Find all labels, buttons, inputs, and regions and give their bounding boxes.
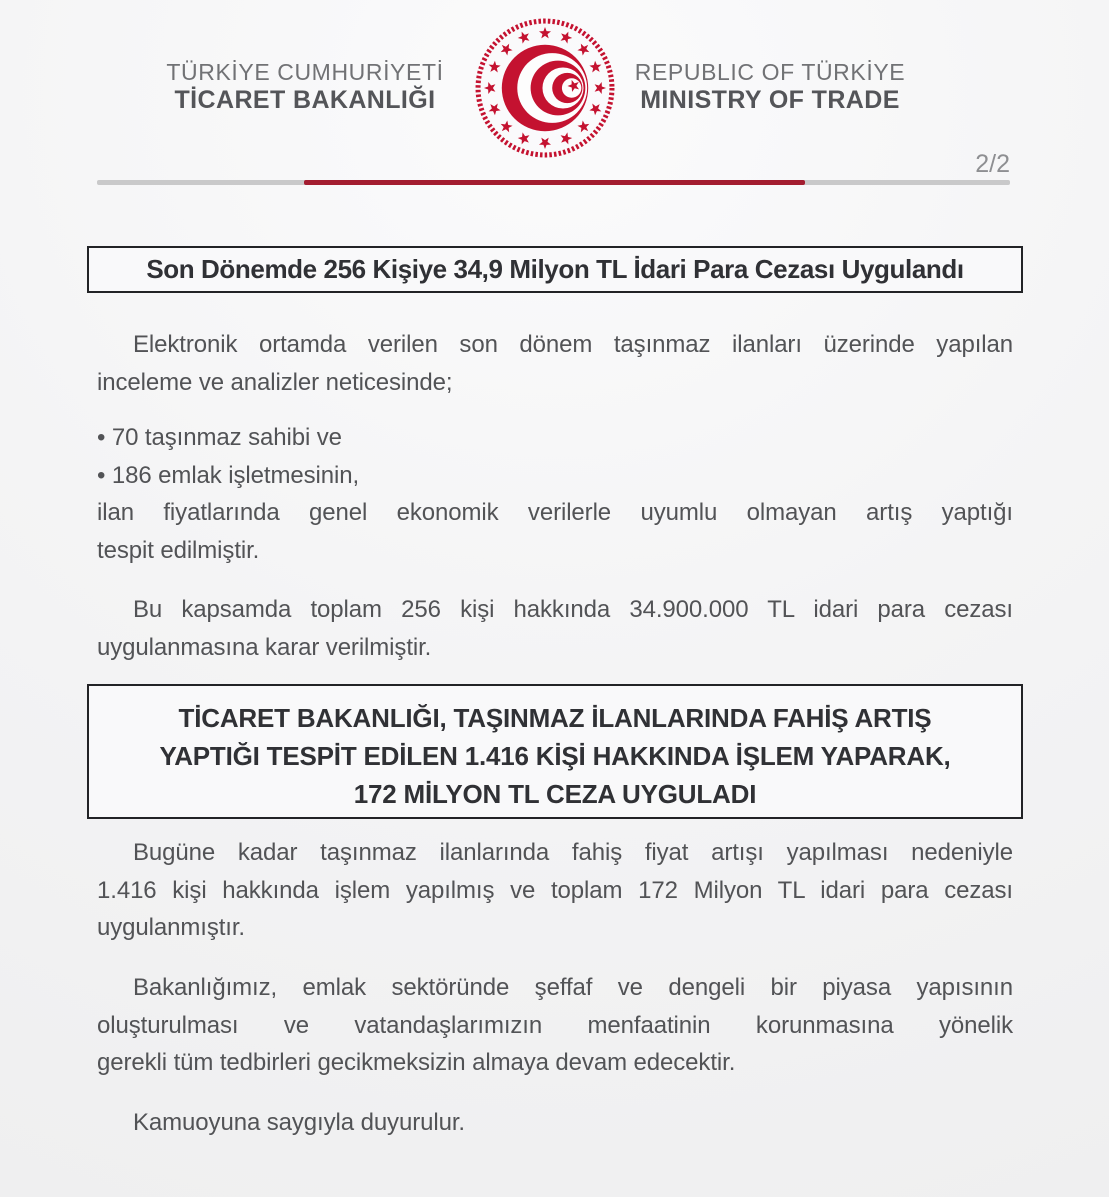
headline-box-2 bbox=[87, 684, 1023, 819]
progress-bar-fill bbox=[304, 180, 805, 185]
bullet-list-block bbox=[97, 419, 1013, 569]
header-right-line2: MINISTRY OF TRADE bbox=[640, 86, 900, 114]
paragraph-line: uygulanmıştır. bbox=[97, 914, 246, 941]
paragraph-5 bbox=[97, 969, 1013, 1082]
paragraph-line: inceleme ve analizler neticesinde; bbox=[97, 368, 453, 396]
progress-bar bbox=[97, 180, 1010, 185]
paragraph-1 bbox=[97, 326, 1013, 401]
paragraph-line: Bakanlığımız, emlak sektöründe şeffaf ve dengeli bir piyasa yapısının bbox=[133, 974, 1013, 1001]
header-left-line2: TİCARET BAKANLIĞI bbox=[174, 86, 436, 114]
paragraph-line: oluşturulması ve vatandaşlarımızın menfaatinin korunmasına yönelik bbox=[97, 1011, 1013, 1039]
paragraph-4 bbox=[97, 834, 1013, 947]
headline-2-line: 172 MİLYON TL CEZA UYGULADI bbox=[353, 779, 757, 809]
headline-1-text: Son Dönemde 256 Kişiye 34,9 Milyon TL İdari Para Cezası Uygulandı bbox=[146, 254, 964, 284]
page-number: 2/2 bbox=[975, 150, 1010, 178]
headline-2-line: TİCARET BAKANLIĞI, TAŞINMAZ İLANLARINDA FAHİŞ ARTIŞ bbox=[178, 703, 932, 733]
header-left-line1: TÜRKİYE CUMHURİYETİ bbox=[166, 59, 444, 85]
header-right-line1: REPUBLIC OF TÜRKİYE bbox=[634, 59, 906, 85]
paragraph-line: uygulanmasına karar verilmiştir. bbox=[97, 633, 432, 661]
paragraph-line: tespit edilmiştir. bbox=[97, 536, 260, 564]
paragraph-line: Elektronik ortamda verilen son dönem taşınmaz ilanları üzerinde yapılan bbox=[133, 331, 1013, 358]
headline-box-1 bbox=[87, 246, 1023, 293]
paragraph-line: Bugüne kadar taşınmaz ilanlarında fahiş fiyat artışı yapılması nedeniyle bbox=[133, 839, 1013, 866]
paragraph-line: Bu kapsamda toplam 256 kişi hakkında 34.900.000 TL idari para cezası bbox=[133, 596, 1013, 623]
bullet-item: • 186 emlak işletmesinin, bbox=[97, 461, 360, 489]
paragraph-line: 1.416 kişi hakkında işlem yapılmış ve toplam 172 Milyon TL idari para cezası bbox=[97, 876, 1013, 904]
paragraph-line: Kamuoyuna saygıyla duyurulur. bbox=[133, 1109, 465, 1136]
headline-2-line: YAPTIĞI TESPİT EDİLEN 1.416 KİŞİ HAKKINDA İŞLEM YAPARAK, bbox=[159, 741, 951, 771]
paragraph-line: gerekli tüm tedbirleri gecikmeksizin almaya devam edecektir. bbox=[97, 1049, 736, 1076]
paragraph-line: ilan fiyatlarında genel ekonomik verilerle uyumlu olmayan artış yaptığı bbox=[97, 499, 1013, 526]
closing-line bbox=[97, 1104, 1013, 1142]
bullet-item: • 70 taşınmaz sahibi ve bbox=[97, 424, 342, 451]
header-right bbox=[552, 58, 988, 114]
header-left bbox=[88, 58, 522, 114]
paragraph-3 bbox=[97, 591, 1013, 666]
